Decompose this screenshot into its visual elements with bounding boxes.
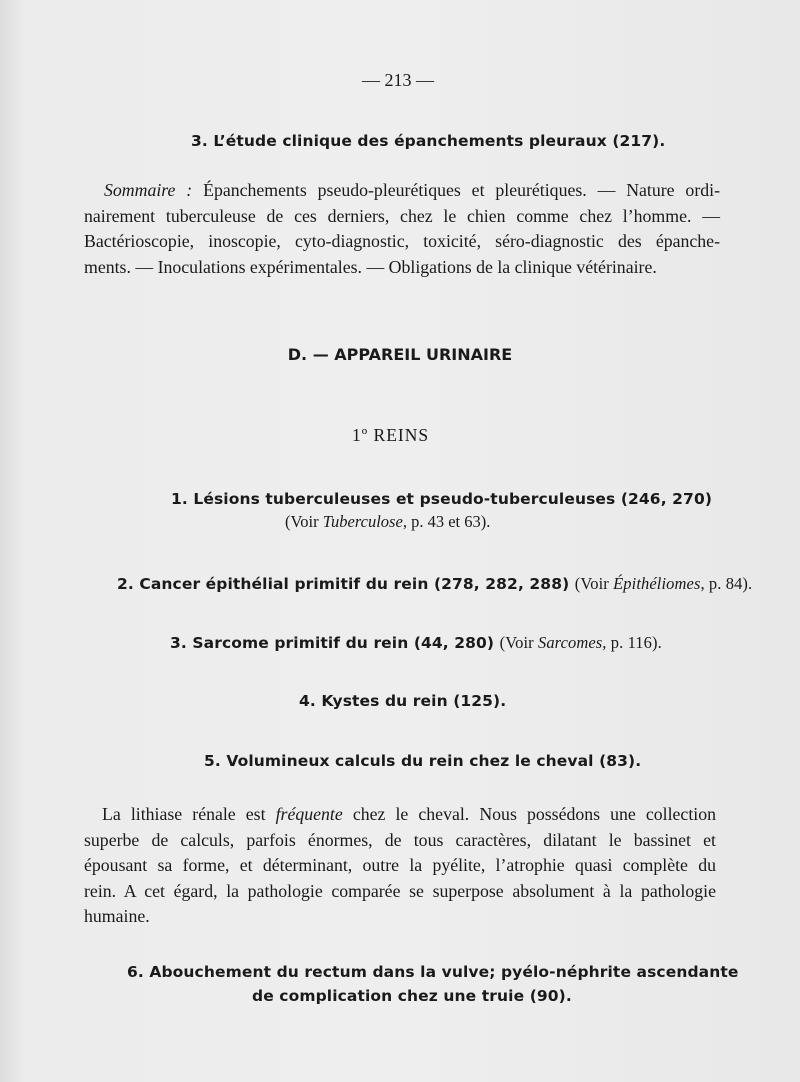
paragraph-line: La lithiase rénale est fréquente chez le cheval. Nous possédons une collection <box>102 804 716 824</box>
summary-line: Sommaire : Épanchements pseudo-pleurétiques et pleurétiques. — Nature ordi- <box>104 180 720 200</box>
summary-label: Sommaire : <box>104 180 193 200</box>
entry-number: 6. <box>127 963 144 981</box>
entry-heading-abouchement <box>127 963 738 981</box>
paragraph-line: rein. A cet égard, la pathologie comparée se superpose absolument à la pathologie <box>84 880 716 901</box>
entry-number: 5. <box>204 752 221 770</box>
entry-heading-sarcome <box>170 633 662 653</box>
lithiase-paragraph <box>84 802 716 930</box>
entry-number: 2. <box>117 575 134 593</box>
summary-line: ments. — Inoculations expérimentales. — Obligations de la clinique vétérinaire. <box>84 256 657 277</box>
subsection-title: 1º REINS <box>352 425 430 445</box>
entry-number: 3. <box>170 634 187 652</box>
page-number: — 213 — <box>362 70 434 90</box>
entry-heading-cancer <box>117 574 752 594</box>
entry-reference-sarcome: (Voir Sarcomes, p. 116). <box>499 633 662 652</box>
entry-title: Cancer épithélial primitif du rein (278, 282, 288) <box>139 575 570 593</box>
entry-heading-kystes <box>299 692 506 710</box>
entry-title-line2: de complication chez une truie (90). <box>252 987 572 1005</box>
entry-title-line1: Abouchement du rectum dans la vulve; pyélo-néphrite ascendante <box>149 963 739 981</box>
entry-title: Lésions tuberculeuses et pseudo-tuberculeuses (246, 270) <box>193 490 713 508</box>
paragraph-line: épousant sa forme, et déterminant, outre la pyélite, l’atrophie quasi complète du <box>84 855 716 875</box>
entry-title: L’étude clinique des épanchements pleuraux (217). <box>213 132 666 150</box>
entry-title: Sarcome primitif du rein (44, 280) <box>192 634 495 652</box>
entry-heading-lesions <box>171 490 712 508</box>
entry-title: Volumineux calculs du rein chez le cheval (83). <box>226 752 642 770</box>
entry-reference-lesions: (Voir Tuberculose, p. 43 et 63). <box>285 512 491 531</box>
entry-number: 3. <box>191 132 208 150</box>
entry-number: 1. <box>171 490 188 508</box>
entry-heading-calculs <box>204 752 641 770</box>
summary-line: Bactérioscopie, inoscopie, cyto-diagnostic, toxicité, séro-diagnostic des épanche- <box>84 231 720 251</box>
entry-title: Kystes du rein (125). <box>321 692 507 710</box>
entry-heading-pleural <box>191 132 665 150</box>
entry-number: 4. <box>299 692 316 710</box>
entry-reference-cancer: (Voir Épithéliomes, p. 84). <box>574 574 753 593</box>
paragraph-line: humaine. <box>84 906 150 926</box>
summary-line: nairement tuberculeuse de ces derniers, chez le chien comme chez l’homme. — <box>84 205 720 226</box>
paragraph-line: superbe de calculs, parfois énormes, de tous caractères, dilatant le bassinet et <box>84 829 716 850</box>
section-title: D. — APPAREIL URINAIRE <box>287 345 513 364</box>
summary-paragraph <box>84 178 720 280</box>
